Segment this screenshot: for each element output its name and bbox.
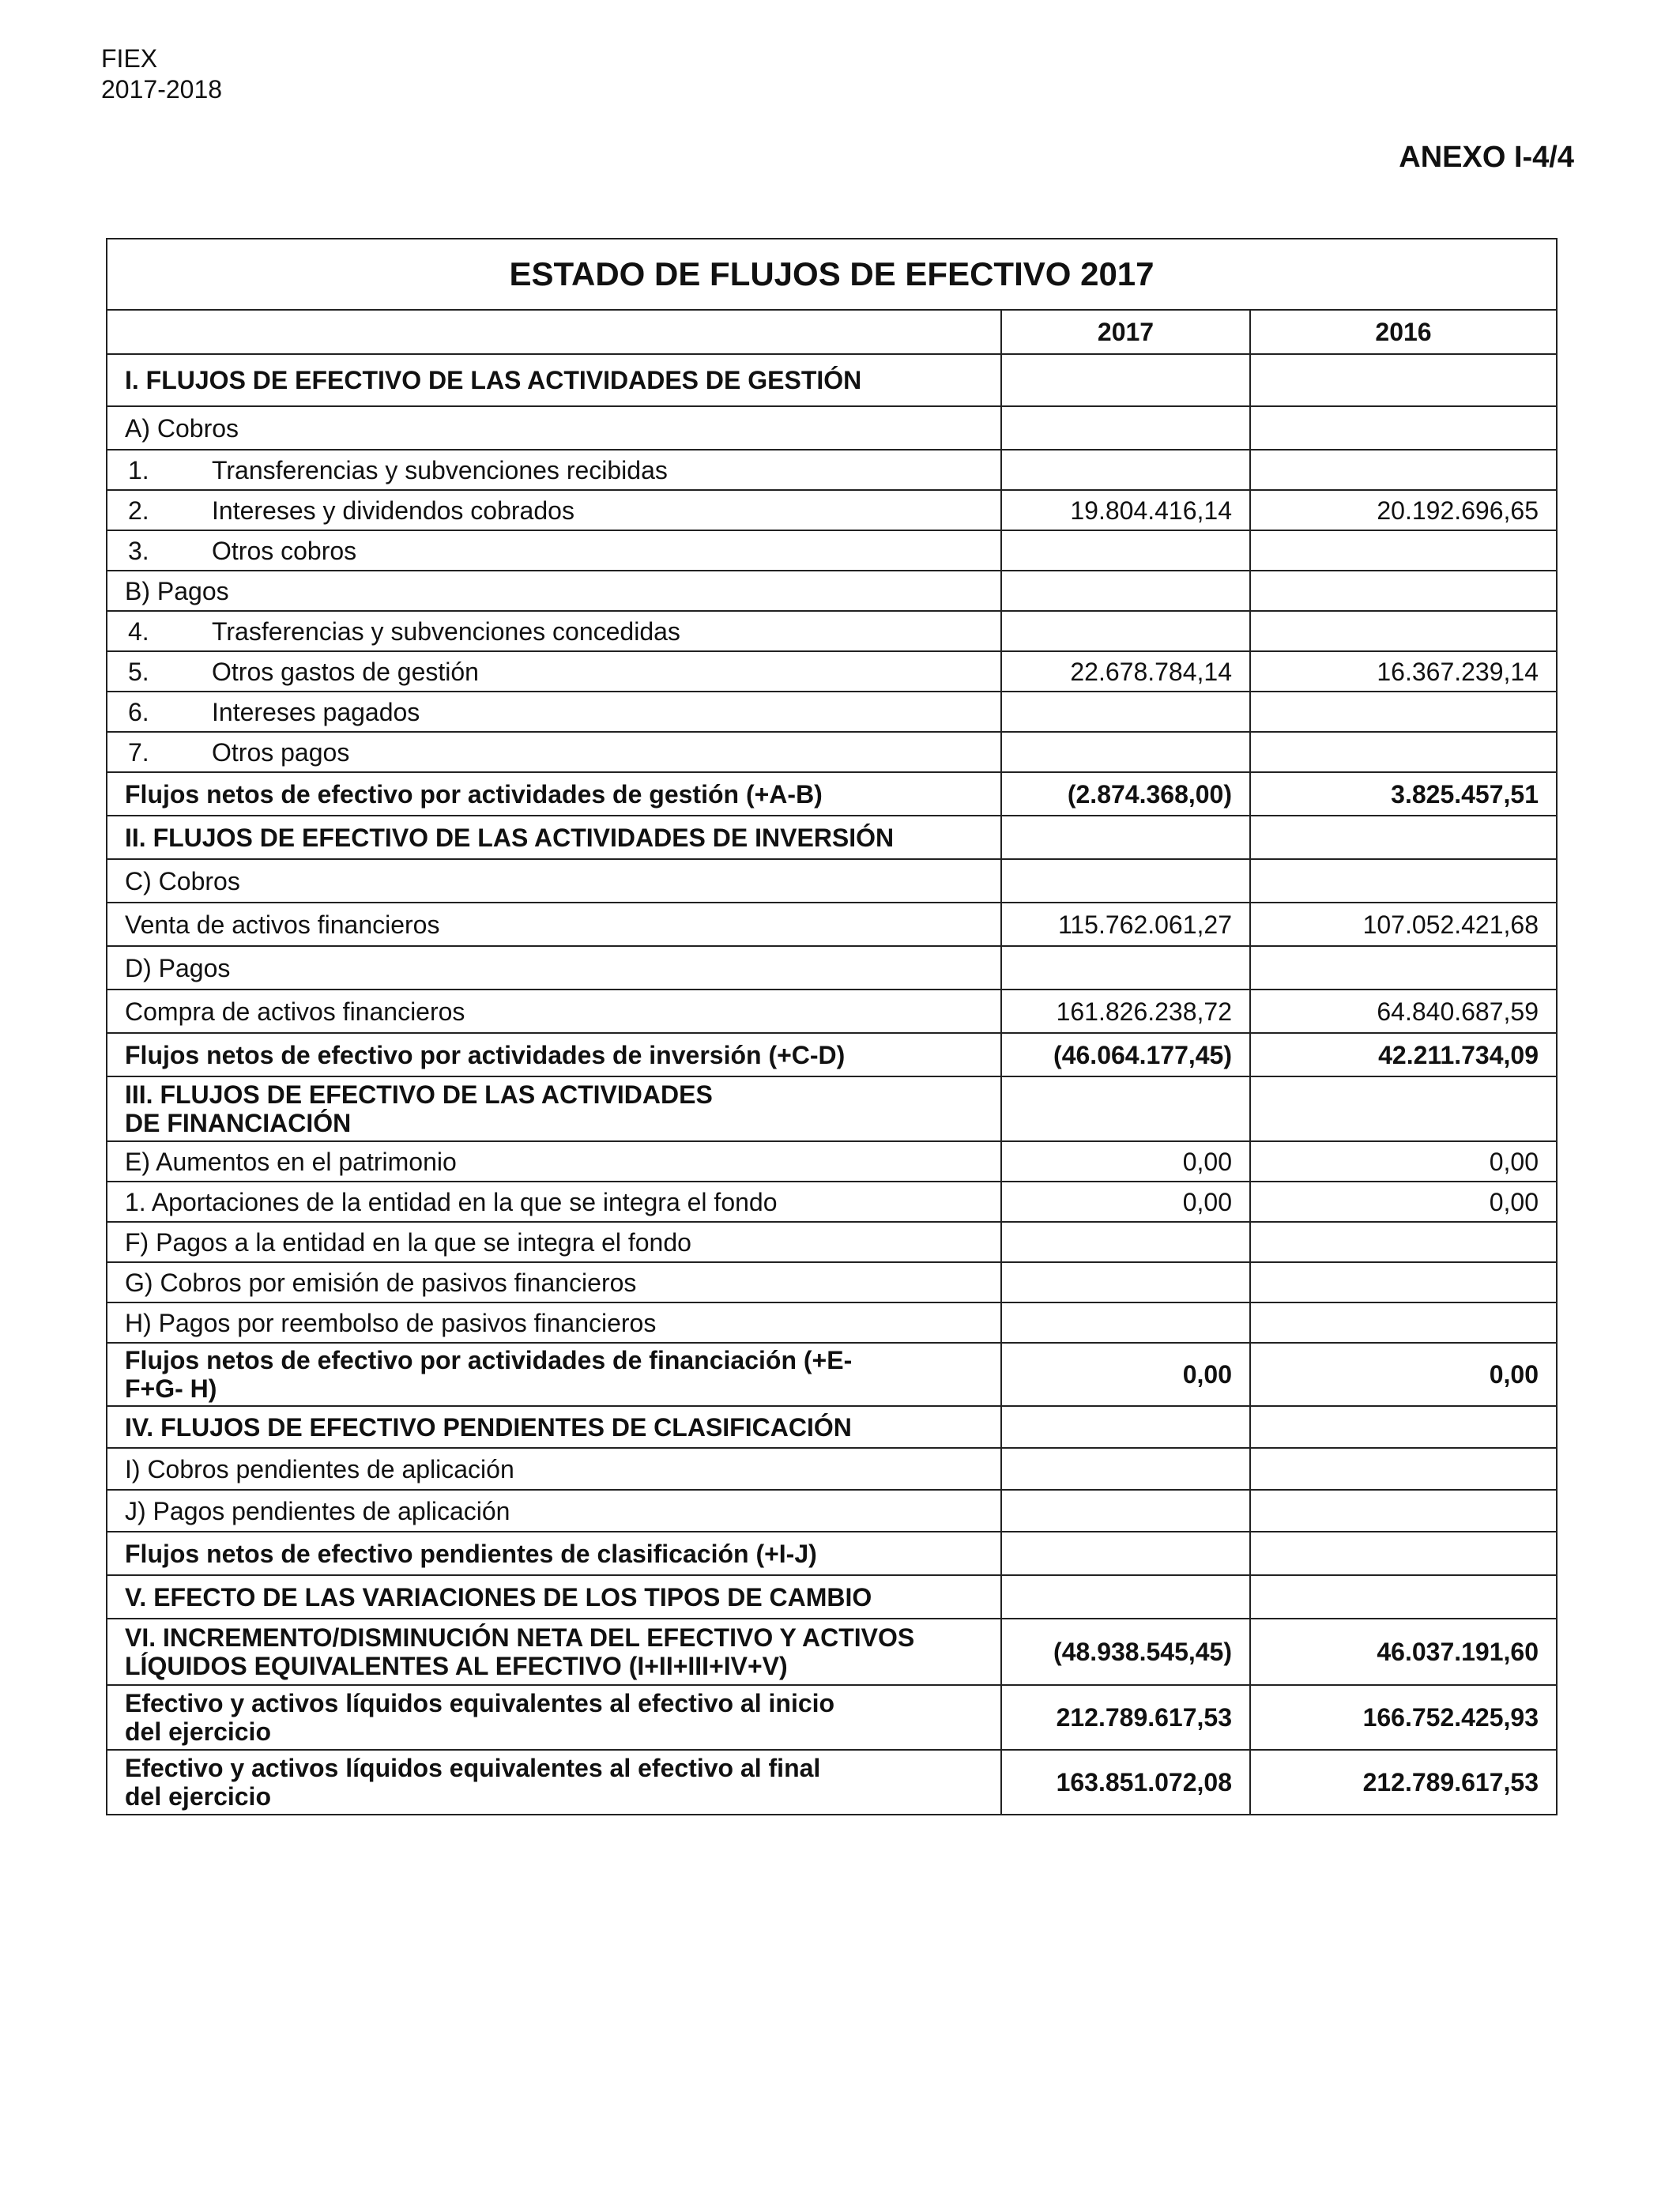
- item-number: 5.: [128, 657, 149, 686]
- value-2016: 16.367.239,14: [1250, 651, 1557, 692]
- row-label-line1: III. FLUJOS DE EFECTIVO DE LAS ACTIVIDADES: [125, 1080, 713, 1109]
- table-title: ESTADO DE FLUJOS DE EFECTIVO 2017: [107, 239, 1557, 310]
- value-2016: [1250, 1490, 1557, 1532]
- row-label: I. FLUJOS DE EFECTIVO DE LAS ACTIVIDADES DE GESTIÓN: [107, 354, 1001, 406]
- value-2016: [1250, 450, 1557, 490]
- table-row: [107, 1033, 1557, 1076]
- value-2016: [1250, 859, 1557, 903]
- row-label: [107, 651, 1001, 692]
- table-row: [107, 406, 1557, 450]
- table-row: [107, 732, 1557, 772]
- value-2017: (46.064.177,45): [1001, 1033, 1250, 1076]
- value-2017: [1001, 1448, 1250, 1490]
- table-row: [107, 611, 1557, 651]
- value-2017: [1001, 1262, 1250, 1302]
- value-2016: [1250, 1222, 1557, 1262]
- table-row: [107, 1532, 1557, 1575]
- value-2016: 0,00: [1250, 1182, 1557, 1222]
- value-2017: [1001, 450, 1250, 490]
- value-2016: 166.752.425,93: [1250, 1685, 1557, 1750]
- row-label: B) Pagos: [107, 571, 1001, 611]
- item-text: Transferencias y subvenciones recibidas: [212, 455, 668, 484]
- value-2017: [1001, 859, 1250, 903]
- row-label: V. EFECTO DE LAS VARIACIONES DE LOS TIPOS DE CAMBIO: [107, 1575, 1001, 1619]
- header-blank: [107, 310, 1001, 354]
- row-label: [107, 450, 1001, 490]
- value-2016: [1250, 1575, 1557, 1619]
- value-2016: 64.840.687,59: [1250, 990, 1557, 1033]
- value-2017: [1001, 571, 1250, 611]
- value-2017: 0,00: [1001, 1343, 1250, 1406]
- row-label: J) Pagos pendientes de aplicación: [107, 1490, 1001, 1532]
- header-period: 2017-2018: [101, 75, 223, 104]
- row-label: [107, 1619, 1001, 1685]
- value-2017: [1001, 1076, 1250, 1141]
- table-row: [107, 1750, 1557, 1815]
- value-2017: [1001, 732, 1250, 772]
- value-2016: [1250, 732, 1557, 772]
- row-label: [107, 732, 1001, 772]
- value-2017: (48.938.545,45): [1001, 1619, 1250, 1685]
- value-2016: [1250, 1262, 1557, 1302]
- column-header-2016: 2016: [1250, 310, 1557, 354]
- row-label: [107, 1685, 1001, 1750]
- row-label: [107, 530, 1001, 571]
- value-2017: [1001, 354, 1250, 406]
- item-text: Otros cobros: [212, 536, 357, 565]
- row-label-line2: DE FINANCIACIÓN: [125, 1109, 352, 1137]
- table-row: [107, 450, 1557, 490]
- item-number: 2.: [128, 496, 149, 525]
- value-2016: 46.037.191,60: [1250, 1619, 1557, 1685]
- value-2017: [1001, 530, 1250, 571]
- value-2017: 163.851.072,08: [1001, 1750, 1250, 1815]
- row-label: Compra de activos financieros: [107, 990, 1001, 1033]
- table-row: [107, 1619, 1557, 1685]
- item-text: Intereses y dividendos cobrados: [212, 496, 574, 525]
- value-2016: [1250, 1302, 1557, 1343]
- value-2016: 42.211.734,09: [1250, 1033, 1557, 1076]
- value-2017: [1001, 946, 1250, 990]
- table-row: [107, 1302, 1557, 1343]
- table-row: [107, 1575, 1557, 1619]
- value-2016: 107.052.421,68: [1250, 903, 1557, 946]
- table-row: [107, 1343, 1557, 1406]
- item-number: 6.: [128, 697, 149, 726]
- table-row: [107, 859, 1557, 903]
- row-label-line1: Flujos netos de efectivo por actividades de financiación (+E-: [125, 1346, 853, 1374]
- row-label: IV. FLUJOS DE EFECTIVO PENDIENTES DE CLASIFICACIÓN: [107, 1406, 1001, 1448]
- value-2017: 115.762.061,27: [1001, 903, 1250, 946]
- value-2016: [1250, 530, 1557, 571]
- table-row: [107, 1222, 1557, 1262]
- row-label-line1: Efectivo y activos líquidos equivalentes al efectivo al final: [125, 1754, 821, 1782]
- value-2017: [1001, 406, 1250, 450]
- value-2017: [1001, 1575, 1250, 1619]
- item-text: Otros gastos de gestión: [212, 657, 479, 686]
- table-row: [107, 1490, 1557, 1532]
- table-row: [107, 1076, 1557, 1141]
- table-row: [107, 1182, 1557, 1222]
- row-label: Flujos netos de efectivo pendientes de clasificación (+I-J): [107, 1532, 1001, 1575]
- value-2017: 0,00: [1001, 1182, 1250, 1222]
- value-2017: [1001, 816, 1250, 859]
- value-2016: [1250, 692, 1557, 732]
- value-2017: 161.826.238,72: [1001, 990, 1250, 1033]
- row-label: [107, 611, 1001, 651]
- table-row: [107, 1141, 1557, 1182]
- table-row: [107, 651, 1557, 692]
- item-number: 7.: [128, 737, 149, 767]
- value-2016: 212.789.617,53: [1250, 1750, 1557, 1815]
- item-text: Intereses pagados: [212, 697, 420, 726]
- table-row: [107, 530, 1557, 571]
- row-label: F) Pagos a la entidad en la que se integra el fondo: [107, 1222, 1001, 1262]
- table-row: [107, 816, 1557, 859]
- table-row: [107, 1448, 1557, 1490]
- table-row: [107, 1262, 1557, 1302]
- row-label: I) Cobros pendientes de aplicación: [107, 1448, 1001, 1490]
- row-label: C) Cobros: [107, 859, 1001, 903]
- row-label: D) Pagos: [107, 946, 1001, 990]
- row-label: Flujos netos de efectivo por actividades de inversión (+C-D): [107, 1033, 1001, 1076]
- row-label-line2: LÍQUIDOS EQUIVALENTES AL EFECTIVO (I+II+III+IV+V): [125, 1652, 788, 1680]
- row-label: II. FLUJOS DE EFECTIVO DE LAS ACTIVIDADES DE INVERSIÓN: [107, 816, 1001, 859]
- row-label: 1. Aportaciones de la entidad en la que se integra el fondo: [107, 1182, 1001, 1222]
- value-2017: 0,00: [1001, 1141, 1250, 1182]
- table-row: [107, 772, 1557, 816]
- table-row: [107, 946, 1557, 990]
- column-header-2017: 2017: [1001, 310, 1250, 354]
- row-label-line1: Efectivo y activos líquidos equivalentes al efectivo al inicio: [125, 1689, 835, 1717]
- table-row: [107, 1685, 1557, 1750]
- row-label: Flujos netos de efectivo por actividades de gestión (+A-B): [107, 772, 1001, 816]
- value-2016: [1250, 354, 1557, 406]
- header-org: FIEX: [101, 44, 158, 73]
- table-row: [107, 1406, 1557, 1448]
- row-label-line1: VI. INCREMENTO/DISMINUCIÓN NETA DEL EFECTIVO Y ACTIVOS: [125, 1623, 915, 1652]
- value-2017: [1001, 1490, 1250, 1532]
- value-2016: 0,00: [1250, 1141, 1557, 1182]
- row-label: A) Cobros: [107, 406, 1001, 450]
- row-label: [107, 1343, 1001, 1406]
- row-label: [107, 692, 1001, 732]
- row-label-line2: del ejercicio: [125, 1717, 271, 1746]
- item-text: Trasferencias y subvenciones concedidas: [212, 616, 680, 646]
- table-row: [107, 990, 1557, 1033]
- value-2017: [1001, 1302, 1250, 1343]
- row-label: Venta de activos financieros: [107, 903, 1001, 946]
- value-2017: [1001, 1406, 1250, 1448]
- row-label-line2: del ejercicio: [125, 1782, 271, 1811]
- row-label: [107, 1750, 1001, 1815]
- table-row: [107, 354, 1557, 406]
- value-2016: [1250, 1532, 1557, 1575]
- value-2016: [1250, 816, 1557, 859]
- annex-label: ANEXO I-4/4: [1399, 141, 1574, 174]
- value-2016: [1250, 1406, 1557, 1448]
- table-row: [107, 903, 1557, 946]
- title-row: [107, 239, 1557, 310]
- value-2016: 20.192.696,65: [1250, 490, 1557, 530]
- item-text: Otros pagos: [212, 737, 350, 767]
- value-2017: (2.874.368,00): [1001, 772, 1250, 816]
- value-2016: [1250, 1448, 1557, 1490]
- value-2017: [1001, 692, 1250, 732]
- cash-flow-table: [106, 238, 1558, 1815]
- row-label: E) Aumentos en el patrimonio: [107, 1141, 1001, 1182]
- value-2016: 3.825.457,51: [1250, 772, 1557, 816]
- value-2016: [1250, 571, 1557, 611]
- table-row: [107, 571, 1557, 611]
- column-header-row: [107, 310, 1557, 354]
- value-2017: 22.678.784,14: [1001, 651, 1250, 692]
- value-2017: [1001, 1532, 1250, 1575]
- row-label: [107, 1076, 1001, 1141]
- value-2016: [1250, 1076, 1557, 1141]
- value-2016: [1250, 946, 1557, 990]
- row-label-line2: F+G- H): [125, 1374, 217, 1403]
- value-2017: [1001, 1222, 1250, 1262]
- value-2017: 212.789.617,53: [1001, 1685, 1250, 1750]
- item-number: 1.: [128, 455, 149, 484]
- row-label: H) Pagos por reembolso de pasivos financieros: [107, 1302, 1001, 1343]
- value-2016: 0,00: [1250, 1343, 1557, 1406]
- value-2017: [1001, 611, 1250, 651]
- table-row: [107, 692, 1557, 732]
- table-row: [107, 490, 1557, 530]
- value-2017: 19.804.416,14: [1001, 490, 1250, 530]
- row-label: G) Cobros por emisión de pasivos financieros: [107, 1262, 1001, 1302]
- item-number: 3.: [128, 536, 149, 565]
- value-2016: [1250, 611, 1557, 651]
- row-label: [107, 490, 1001, 530]
- item-number: 4.: [128, 616, 149, 646]
- value-2016: [1250, 406, 1557, 450]
